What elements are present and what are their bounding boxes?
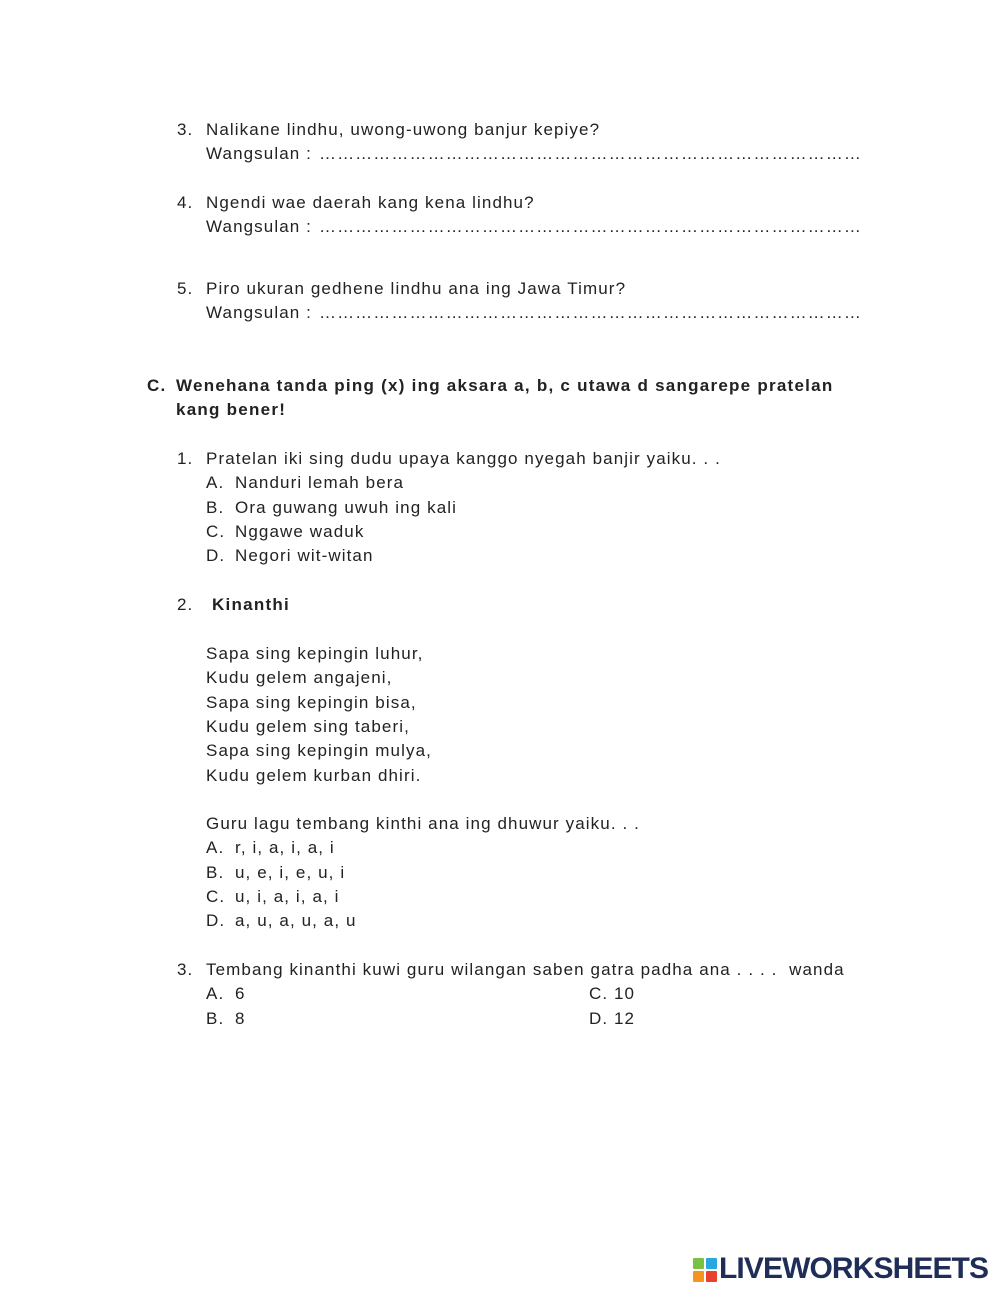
logo-tile (693, 1271, 704, 1282)
answer-label: Wangsulan : (206, 144, 312, 164)
option-letter: C. (206, 521, 226, 541)
option-text: Negori wit-witan (235, 546, 374, 566)
answer-blank[interactable]: ……………………………………………………………………………… (318, 303, 862, 323)
c-q1-option-b[interactable] (206, 496, 457, 520)
option-text: Ora guwang uwuh ing kali (235, 497, 458, 517)
option-text: 6 (235, 984, 246, 1004)
c-q2-poem-title: Kinanthi (212, 595, 290, 614)
c-q1-number: 1. (177, 449, 194, 468)
section-c-letter: C. (147, 376, 167, 395)
option-text: a, u, a, u, a, u (235, 911, 357, 931)
poem-line: Kudu gelem sing taberi, (206, 716, 410, 736)
b-q3-question: Nalikane lindhu, uwong-uwong banjur kepiye? (206, 120, 601, 139)
option-letter: D. (206, 546, 226, 566)
option-letter: B. (206, 1008, 225, 1028)
option-text: 8 (235, 1008, 246, 1028)
c-q2-number: 2. (177, 595, 194, 614)
poem-line: Sapa sing kepingin luhur, (206, 644, 424, 663)
b-q4-answer-line (206, 215, 862, 239)
c-q1-question: Pratelan iki sing dudu upaya kanggo nyegah banjir yaiku. . . (206, 449, 721, 468)
poem-line: Sapa sing kepingin bisa, (206, 692, 417, 712)
option-letter: A. (206, 473, 225, 493)
b-q4-question: Ngendi wae daerah kang kena lindhu? (206, 193, 535, 212)
option-text: u, e, i, e, u, i (235, 862, 346, 882)
option-text: 10 (614, 984, 636, 1004)
option-letter: A. (206, 984, 225, 1004)
option-letter: D. (589, 1008, 609, 1028)
c-q1-option-a[interactable] (206, 471, 404, 495)
option-text: 12 (614, 1008, 636, 1028)
answer-label: Wangsulan : (206, 217, 312, 237)
c-q3-option-c[interactable] (589, 982, 635, 1006)
poem-line: Kudu gelem angajeni, (206, 668, 393, 688)
section-c-instruction-line-2: kang bener! (176, 400, 287, 420)
poem-line: Sapa sing kepingin mulya, (206, 741, 432, 761)
b-q5-number: 5. (177, 279, 194, 298)
section-c-instruction-line-1: Wenehana tanda ping (x) ing aksara a, b, c utawa d sangarepe pratelan (176, 376, 834, 395)
logo-tile (706, 1258, 717, 1269)
b-q5-question: Piro ukuran gedhene lindhu ana ing Jawa Timur? (206, 279, 627, 298)
b-q3-number: 3. (177, 120, 194, 139)
option-letter: C. (206, 886, 226, 906)
logo-tile (693, 1258, 704, 1269)
option-letter: B. (206, 862, 225, 882)
b-q4-number: 4. (177, 193, 194, 212)
logo-icon (693, 1258, 717, 1282)
c-q2-option-a[interactable] (206, 836, 335, 860)
c-q3-option-a[interactable] (206, 982, 246, 1006)
option-text: u, i, a, i, a, i (235, 886, 340, 906)
option-letter: A. (206, 838, 225, 858)
c-q3-question: Tembang kinanthi kuwi guru wilangan saben gatra padha ana . . . . wanda (206, 960, 845, 979)
c-q2-question: Guru lagu tembang kinthi ana ing dhuwur yaiku. . . (206, 814, 640, 833)
c-q3-option-d[interactable] (589, 1007, 635, 1031)
answer-label: Wangsulan : (206, 303, 312, 323)
c-q3-number: 3. (177, 960, 194, 979)
option-letter: B. (206, 497, 225, 517)
c-q2-option-b[interactable] (206, 861, 345, 885)
liveworksheets-logo[interactable] (693, 1254, 993, 1286)
b-q5-answer-line (206, 301, 862, 325)
c-q1-option-c[interactable] (206, 520, 364, 544)
option-text: Nggawe waduk (235, 521, 365, 541)
c-q2-option-d[interactable] (206, 909, 357, 933)
option-text: Nanduri lemah bera (235, 473, 405, 493)
poem-line: Kudu gelem kurban dhiri. (206, 765, 422, 785)
logo-text: LIVEWORKSHEETS (719, 1252, 989, 1285)
logo-tile (706, 1271, 717, 1282)
answer-blank[interactable]: ……………………………………………………………………………… (318, 144, 862, 164)
answer-blank[interactable]: ……………………………………………………………………………… (318, 217, 862, 237)
c-q1-option-d[interactable] (206, 544, 374, 568)
option-letter: C. (589, 984, 609, 1004)
b-q3-answer-line (206, 142, 862, 166)
c-q2-option-c[interactable] (206, 885, 340, 909)
option-text: r, i, a, i, a, i (235, 838, 335, 858)
c-q3-option-b[interactable] (206, 1007, 246, 1031)
option-letter: D. (206, 911, 226, 931)
